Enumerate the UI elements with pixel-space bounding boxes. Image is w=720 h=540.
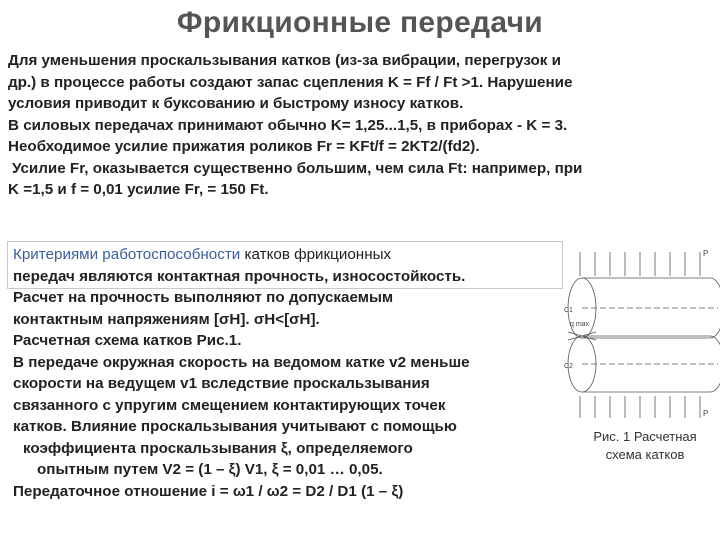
criteria-paragraph	[13, 244, 573, 502]
text-line: В передаче окружная скорость на ведомом катке v2 меньше	[13, 353, 470, 371]
caption-line: схема катков	[605, 447, 685, 462]
text-line: условия приводит к буксованию и быстрому износу катков.	[8, 95, 464, 112]
caption-line: Рис. 1 Расчетная	[593, 429, 697, 444]
text-line: Расчетная схема катков Рис.1.	[13, 332, 242, 349]
text-line: K =1,5 и f = 0,01 усилие Fr, = 150 Ft.	[8, 181, 269, 198]
rollers-diagram	[560, 246, 720, 421]
text-line	[13, 244, 573, 266]
criteria-term: Критериями работоспособности	[13, 246, 241, 263]
text-line: катков. Влияние проскальзывания учитывают с помощью	[13, 418, 457, 435]
text-line: Для уменьшения проскальзывания катков (из-за вибрации, перегрузок и	[8, 52, 561, 69]
text-line: Передаточное отношение i = ω1 / ω2 = D2 / D1 (1 – ξ)	[13, 482, 404, 500]
text-line: передач являются контактная прочность, износостойкость.	[13, 267, 466, 285]
text-line: контактным напряжениям [σH]. σH<[σH].	[13, 310, 320, 328]
text-line: Усилие Fr, оказывается существенно большим, чем сила Ft: например, при	[12, 159, 583, 177]
text-line: Расчет на прочность выполняют по допускаемым	[13, 289, 394, 306]
center-label: C1	[564, 307, 573, 314]
text-fragment: катков фрикционных	[240, 246, 392, 263]
text-line: др.) в процессе работы создают запас сцепления K = Ff / Ft >1. Нарушение	[8, 73, 573, 91]
text-line: Необходимое усилие прижатия роликов Fr = KFt/f = 2KT2/(fd2).	[8, 138, 480, 155]
figure-caption	[572, 428, 718, 464]
pressure-label: q max	[570, 321, 590, 328]
text-line: опытным путем V2 = (1 – ξ) V1, ξ = 0,01 … 0,05.	[37, 461, 383, 478]
force-label: P	[703, 409, 709, 418]
text-line: коэффициента проскальзывания ξ, определяемого	[23, 439, 413, 457]
slide-title: Фрикционные передачи	[176, 6, 544, 39]
text-line: В силовых передачах принимают обычно K= 1,25...1,5, в приборах - K = 3.	[8, 116, 568, 134]
text-line: связанного с упругим смещением контактирующих точек	[13, 396, 446, 414]
force-label: P	[703, 249, 709, 258]
text-line: скорости на ведущем v1 вследствие проскальзывания	[13, 375, 430, 392]
intro-paragraph	[8, 50, 714, 201]
center-label: C2	[564, 363, 573, 370]
